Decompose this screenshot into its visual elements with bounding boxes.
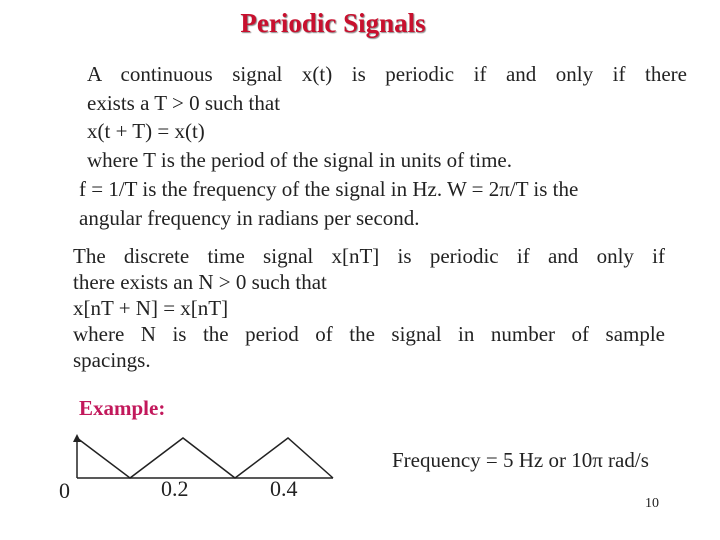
triangle-wave: [77, 438, 333, 478]
text-line: x(t + T) = x(t): [87, 119, 205, 143]
triangle-wave-diagram: [55, 430, 355, 500]
text-line: angular frequency in radians per second.: [79, 205, 420, 230]
text-line: The discrete time signal x[nT] is periodic if and only if: [73, 244, 665, 268]
text-line: f = 1/T is the frequency of the signal in Hz. W = 2π/T is the: [79, 177, 579, 201]
text-line: A continuous signal x(t) is periodic if and only if there: [87, 62, 687, 86]
text-line: there exists an N > 0 such that: [73, 270, 327, 294]
example-label: Example:: [79, 396, 166, 420]
text-line: spacings.: [73, 348, 151, 372]
text-line: where T is the period of the signal in units of time.: [87, 147, 512, 172]
discrete-definition-paragraph: [73, 243, 665, 373]
tick-label: 0.2: [161, 476, 189, 500]
page-number: 10: [645, 496, 659, 511]
slide-title: Periodic Signals: [240, 8, 426, 38]
frequency-definition-paragraph: [79, 175, 679, 232]
continuous-definition-paragraph: [87, 60, 687, 174]
text-line: where N is the period of the signal in number of sample: [73, 322, 665, 346]
text-line: exists a T > 0 such that: [87, 90, 281, 115]
text-line: x[nT + N] = x[nT]: [73, 296, 229, 320]
frequency-text: Frequency = 5 Hz or 10π rad/s: [392, 448, 649, 472]
tick-label: 0: [59, 478, 70, 500]
tick-label: 0.4: [270, 476, 298, 500]
